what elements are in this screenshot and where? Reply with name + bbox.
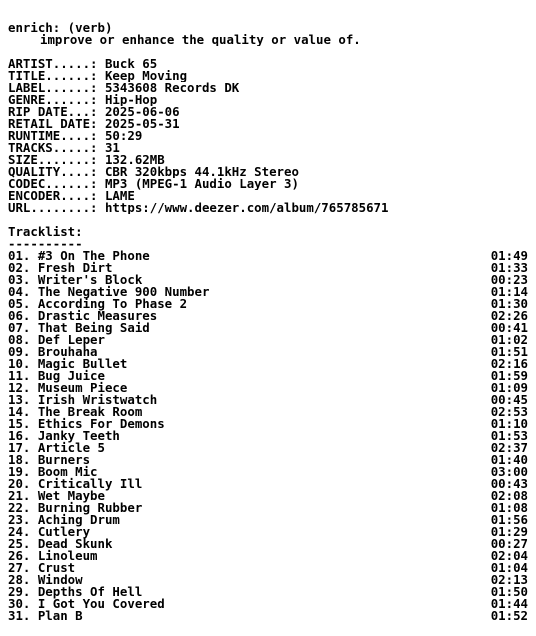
track-duration: 02:37	[490, 440, 528, 455]
size-line: SIZE.......: 132.62MB	[8, 154, 165, 166]
track-title: 28. Window	[8, 572, 83, 587]
retail-date-line: RETAIL DATE: 2025-05-31	[8, 118, 180, 130]
codec-line: CODEC......: MP3 (MPEG-1 Audio Layer 3)	[8, 178, 299, 190]
genre-line: GENRE......: Hip-Hop	[8, 94, 158, 106]
tracklist-heading: Tracklist:	[8, 226, 83, 238]
track-title: 16. Janky Teeth	[8, 428, 120, 443]
track-duration: 01:33	[490, 260, 528, 275]
track-duration: 03:00	[490, 464, 528, 479]
track-title: 03. Writer's Block	[8, 272, 143, 287]
title-line: TITLE......: Keep Moving	[8, 70, 188, 82]
track-title: 13. Irish Wristwatch	[8, 392, 158, 407]
track-title: 20. Critically Ill	[8, 476, 143, 491]
track-row	[8, 598, 528, 610]
tracks-line: TRACKS.....: 31	[8, 142, 120, 154]
track-duration: 01:59	[490, 368, 528, 383]
track-title: 23. Aching Drum	[8, 512, 120, 527]
track-title: 27. Crust	[8, 560, 76, 575]
track-title: 31. Plan B	[8, 608, 83, 623]
rip-date-line: RIP DATE...: 2025-06-06	[8, 106, 180, 118]
track-duration: 01:02	[490, 332, 528, 347]
track-title: 14. The Break Room	[8, 404, 143, 419]
track-duration: 00:27	[490, 536, 528, 551]
track-title: 26. Linoleum	[8, 548, 98, 563]
track-title: 29. Depths Of Hell	[8, 584, 143, 599]
track-title: 11. Bug Juice	[8, 368, 105, 383]
track-row	[8, 562, 528, 574]
track-duration: 00:23	[490, 272, 528, 287]
track-title: 07. That Being Said	[8, 320, 150, 335]
spacer	[8, 46, 528, 58]
track-duration: 01:40	[490, 452, 528, 467]
track-duration: 01:30	[490, 296, 528, 311]
track-duration: 02:26	[490, 308, 528, 323]
quality-line: QUALITY....: CBR 320kbps 44.1kHz Stereo	[8, 166, 299, 178]
track-title: 15. Ethics For Demons	[8, 416, 165, 431]
track-row	[8, 550, 528, 562]
definition-meaning: improve or enhance the quality or value of.	[40, 34, 361, 46]
track-duration: 02:04	[490, 548, 528, 563]
track-duration: 01:29	[490, 524, 528, 539]
track-title: 09. Brouhaha	[8, 344, 98, 359]
encoder-line: ENCODER....: LAME	[8, 190, 135, 202]
track-duration: 01:04	[490, 560, 528, 575]
track-duration: 02:13	[490, 572, 528, 587]
track-title: 05. According To Phase 2	[8, 296, 188, 311]
track-title: 22. Burning Rubber	[8, 500, 143, 515]
track-title: 17. Article 5	[8, 440, 105, 455]
track-title: 25. Dead Skunk	[8, 536, 113, 551]
track-duration: 02:16	[490, 356, 528, 371]
track-title: 10. Magic Bullet	[8, 356, 128, 371]
track-duration: 01:10	[490, 416, 528, 431]
track-duration: 01:53	[490, 428, 528, 443]
track-duration: 01:50	[490, 584, 528, 599]
nfo-document	[8, 22, 528, 622]
track-row	[8, 610, 528, 622]
track-title: 21. Wet Maybe	[8, 488, 105, 503]
definition-term: enrich: (verb)	[8, 22, 113, 34]
track-title: 24. Cutlery	[8, 524, 91, 539]
track-title: 02. Fresh Dirt	[8, 260, 113, 275]
track-duration: 02:53	[490, 404, 528, 419]
track-duration: 01:52	[490, 608, 528, 623]
spacer	[8, 214, 528, 226]
track-title: 01. #3 On The Phone	[8, 248, 150, 263]
track-duration: 02:08	[490, 488, 528, 503]
track-duration: 01:44	[490, 596, 528, 611]
track-duration: 00:43	[490, 476, 528, 491]
track-duration: 01:56	[490, 512, 528, 527]
track-title: 12. Museum Piece	[8, 380, 128, 395]
track-duration: 01:49	[490, 248, 528, 263]
track-title: 06. Drastic Measures	[8, 308, 158, 323]
track-duration: 01:09	[490, 380, 528, 395]
track-title: 04. The Negative 900 Number	[8, 284, 210, 299]
track-duration: 00:45	[490, 392, 528, 407]
track-duration: 01:51	[490, 344, 528, 359]
track-duration: 01:14	[490, 284, 528, 299]
track-list	[8, 250, 528, 622]
track-title: 08. Def Leper	[8, 332, 105, 347]
track-title: 30. I Got You Covered	[8, 596, 165, 611]
url-line: URL........: https://www.deezer.com/album/765785671	[8, 202, 389, 214]
track-title: 18. Burners	[8, 452, 91, 467]
runtime-line: RUNTIME....: 50:29	[8, 130, 143, 142]
track-duration: 01:08	[490, 500, 528, 515]
release-info	[8, 58, 528, 214]
artist-line: ARTIST.....: Buck 65	[8, 58, 158, 70]
track-title: 19. Boom Mic	[8, 464, 98, 479]
tracklist-underline: ----------	[8, 238, 83, 250]
label-line: LABEL......: 5343608 Records DK	[8, 82, 240, 94]
track-duration: 00:41	[490, 320, 528, 335]
